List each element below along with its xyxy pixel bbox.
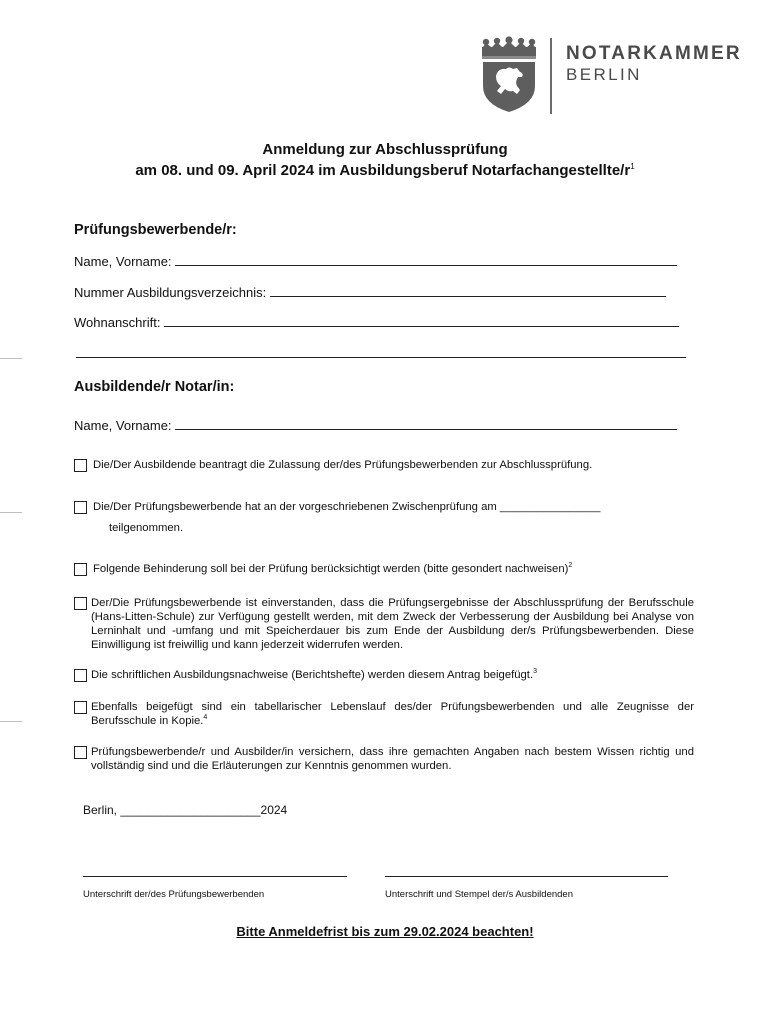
candidate-signature-line[interactable]	[83, 876, 347, 877]
check-item-declaration	[74, 745, 694, 775]
register-number-label: Nummer Ausbildungsverzeichnis:	[74, 285, 267, 300]
check-item-consent	[74, 596, 694, 656]
candidate-name-row	[74, 253, 677, 269]
deadline-text: Bitte Anmeldefrist bis zum 29.02.2024 beachten!	[236, 924, 534, 939]
notarkammer-logo	[478, 36, 748, 118]
check-item-text-continued: teilgenommen.	[109, 522, 184, 534]
register-number-field[interactable]	[270, 284, 666, 297]
trainer-name-row	[74, 417, 677, 433]
footnote-marker: 4	[203, 714, 208, 722]
checkbox[interactable]	[74, 459, 87, 472]
check-item-disability	[74, 562, 694, 578]
crowned-bear-shield-icon	[478, 36, 540, 114]
checkbox[interactable]	[74, 669, 87, 682]
margin-tick	[0, 512, 22, 513]
register-number-row	[74, 284, 666, 300]
form-title: Anmeldung zur Abschlussprüfung	[262, 141, 508, 158]
trainer-name-field[interactable]	[175, 417, 677, 430]
form-subtitle-text: am 08. und 09. April 2024 im Ausbildungsberuf Notarfachangestellte/r	[135, 162, 631, 179]
trainer-signature-label: Unterschrift und Stempel der/s Ausbildenden	[385, 889, 573, 900]
check-item-text: Prüfungsbewerbende/r und Ausbilder/in versichern, dass ihre gemachten Angaben nach bestem Wissen richtig und vollständig sind und die Erläuterungen zur Kenntnis genommen wurden.	[91, 746, 694, 772]
check-item-text: Die schriftlichen Ausbildungsnachweise (Berichtshefte) werden diesem Antrag beigefügt.	[91, 669, 534, 681]
check-item-text-wrap	[91, 668, 537, 682]
trainer-name-label: Name, Vorname:	[74, 418, 172, 433]
candidate-heading: Prüfungsbewerbende/r:	[74, 222, 237, 238]
check-item-text: Der/Die Prüfungsbewerbende ist einverstanden, dass die Prüfungsergebnisse der Abschlussprüfung der Berufsschule (Hans-Litten-Schule) zur Verfügung gestellt werden, mit dem Zweck der Verbesserung der Ausbildung bei Analyse von Lerninhalt und -umfang und mit Speicherdauer bis zum Ende der Ausbildung der/s Prüfungsbewerbenden. Diese Einwilligung ist freiwillig und kann jederzeit widerrufen werden.	[91, 597, 694, 651]
check-item-text-wrap	[91, 700, 694, 728]
checkbox[interactable]	[74, 746, 87, 759]
checkbox[interactable]	[74, 597, 87, 610]
address-row	[74, 314, 679, 330]
check-item-training-records	[74, 668, 694, 684]
logo-divider	[550, 38, 552, 114]
check-item-cv-certificates	[74, 700, 694, 730]
margin-tick	[0, 358, 22, 359]
footnote-marker: 3	[533, 668, 537, 676]
address-label: Wohnanschrift:	[74, 315, 161, 330]
place-label: Berlin,	[83, 803, 118, 817]
footnote-marker: 2	[568, 562, 573, 570]
logo-title: NOTARKAMMER	[566, 43, 742, 64]
candidate-name-label: Name, Vorname:	[74, 254, 172, 269]
check-item-text-wrap	[93, 562, 572, 576]
form-subtitle	[0, 162, 770, 179]
check-item-admission	[74, 458, 694, 474]
check-item-text: Ebenfalls beigefügt sind ein tabellarischer Lebenslauf des/der Prüfungsbewerbenden und alle Zeugnisse der Berufsschule in Kopie.	[91, 701, 694, 727]
check-item-intermediate-exam	[74, 500, 694, 538]
place-date-row	[83, 803, 287, 817]
checkbox[interactable]	[74, 563, 87, 576]
trainer-heading: Ausbildende/r Notar/in:	[74, 379, 235, 395]
checkbox[interactable]	[74, 701, 87, 714]
check-item-text: Die/Der Prüfungsbewerbende hat an der vorgeschriebenen Zwischenprüfung am ________________	[93, 501, 601, 513]
logo-subtitle: BERLIN	[566, 65, 642, 84]
margin-tick	[0, 721, 22, 722]
deadline-notice	[0, 924, 770, 939]
checkbox[interactable]	[74, 501, 87, 514]
trainer-signature-line[interactable]	[385, 876, 668, 877]
footnote-marker: 1	[630, 162, 635, 171]
check-item-text: Die/Der Ausbildende beantragt die Zulassung der/des Prüfungsbewerbenden zur Abschlussprüfung.	[93, 459, 593, 471]
candidate-name-field[interactable]	[175, 253, 677, 266]
date-field[interactable]: _____________________	[120, 803, 261, 817]
check-item-text: Folgende Behinderung soll bei der Prüfung berücksichtigt werden (bitte gesondert nachweisen)	[93, 563, 569, 575]
address-field-line2[interactable]	[76, 357, 686, 358]
year-label: 2024	[260, 803, 288, 817]
address-field[interactable]	[164, 314, 679, 327]
candidate-signature-label: Unterschrift der/des Prüfungsbewerbenden	[83, 889, 265, 900]
